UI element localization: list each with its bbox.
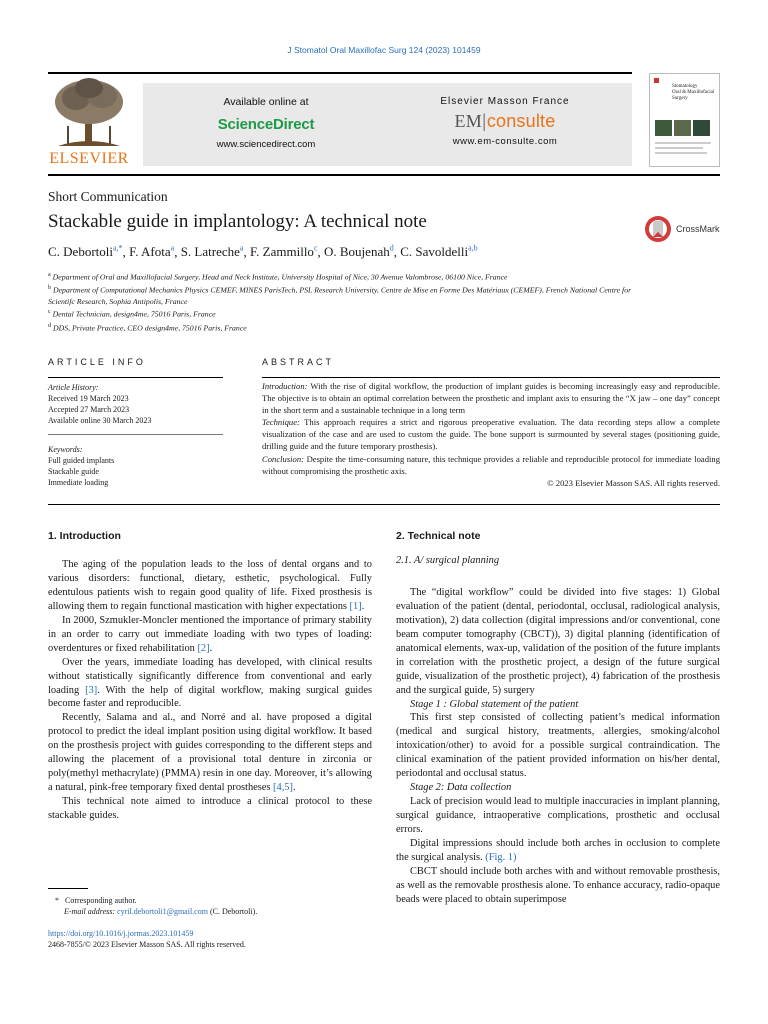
accepted-date: Accepted 27 March 2023 [48,405,130,414]
citation-link[interactable]: [4,5] [273,782,293,794]
issn-copyright: 2468-7855/© 2023 Elsevier Masson SAS. All rights reserved. [48,940,246,949]
body-paragraph: Lack of precision would lead to multiple inaccuracies in implant planning, surgical guidance, intraoperative complications, prosthetic and occlusal errors. [396,796,720,836]
elsevier-wordmark: ELSEVIER [49,150,129,167]
citation-link[interactable]: [2] [197,642,210,654]
em-logo-divider: | [481,111,487,131]
citation-link[interactable]: [3] [85,684,98,696]
technical-note-heading: 2. Technical note [396,530,481,542]
abstract-body [262,380,720,489]
author-affil-sup[interactable]: a,* [113,244,123,253]
body-paragraph: Digital impressions should include both arches in occlusion to complete the surgical analysis. (Fig. 1) [396,838,720,864]
introduction-section [48,530,372,823]
affiliations [48,270,638,334]
received-date: Received 19 March 2023 [48,394,129,403]
em-consulte-block[interactable] [420,96,590,147]
article-type: Short Communication [48,189,168,204]
doi-block [48,928,246,950]
crossmark-badge[interactable] [644,215,724,245]
footnote-rule [48,888,88,889]
abstract-technique: Technique: This approach requires a strict and rigorous preoperative evaluation. The data recording steps allow a complete visualization of the case and are used to custom the guide. The bone support is surmounted by several stages (positioning guide, drilling guide and the future temporary prosthesis). [262,417,720,452]
abstract-introduction: Introduction: With the rise of digital workflow, the production of implant guides is becoming increasingly easy and reproducible. The objective is to obtain an optimal correlation between the prosthetic and implant axis to ensuring the “X jaw – one day” concept in the short term and a sustainable technique in a long term [262,381,720,416]
stage-heading: Stage 2: Data collection [410,782,512,794]
keywords-label: Keywords: [48,445,83,454]
author-affil-sup[interactable]: a [239,244,244,253]
email-note: E-mail address: cyril.debortoli1@gmail.com (C. Debortoli). [64,907,258,916]
author[interactable]: F. Afota$^a$ [129,244,175,260]
cover-image-3 [693,120,710,136]
journal-cover-thumbnail[interactable] [649,73,720,167]
affiliation-item: $^c$ Dental Technician, design4me, 75016 Paris, France [48,309,216,319]
abstract-top-rule [262,377,720,378]
surgical-planning-subheading: 2.1. A/ surgical planning [396,554,500,566]
body-paragraph: This first step consisted of collecting patient’s medical information (medical and surgical history, treatments, allergies, smoking/alcohol intoxication/other) to avoid for a possible surgical contraindication. The clinical examination of the patient provided information on his/her dental, periodontal and occlusal status. [396,712,720,780]
body-paragraph: CBCT should include both arches with and without removable prosthesis, as well as the removable prosthesis alone. To enhance accuracy, radio-opaque beads were placed to obtain superimpose [396,865,720,905]
body-paragraph: In 2000, Szmukler-Moncler mentioned the importance of primary stability in an order to carry out immediate loading with two types of loading: overdentures or fixed rehabilitation [2]. [48,614,372,654]
header-top-rule [48,72,632,74]
em-publisher-text: Elsevier Masson France [440,96,570,107]
author-list: C. Debortoli$^{a,*}$, F. Afota$^a$, S. Latreche$^a$, F. Zammillo$^c$, O. Boujenah$^d$, C. Savoldelli$^{a,b}$ [48,244,478,260]
online-date: Available online 30 March 2023 [48,416,152,425]
technical-note-section [396,530,720,907]
email-link[interactable]: cyril.debortoli1@gmail.com [117,907,208,916]
keyword-item: Immediate loading [48,478,109,487]
abstract-copyright: © 2023 Elsevier Masson SAS. All rights reserved. [547,477,720,488]
keyword-item: Full guided implants [48,456,115,465]
figure-link[interactable]: (Fig. 1) [485,852,517,864]
corresponding-author-note: * Corresponding author. [55,896,137,905]
em-consulte-url[interactable]: www.em-consulte.com [452,136,558,147]
introduction-heading: 1. Introduction [48,530,121,542]
author-affil-sup[interactable]: a [170,244,175,253]
abstract-conclusion: Conclusion: Despite the time-consuming nature, this technique provides a reliable and reproducible protocol for immediate loading without compromising the prosthetic axis. [262,453,720,476]
em-logo-consulte: consulte [486,111,556,131]
citation-link[interactable]: [1] [349,600,362,612]
history-label: Article History: [48,383,99,392]
em-consulte-logo[interactable] [420,111,590,132]
author[interactable]: C. Savoldelli$^{a,b}$ [400,244,478,260]
cover-title-line2: Oral & Maxillofacial [672,90,715,95]
em-logo-em: EM [454,111,482,131]
body-paragraph: Over the years, immediate loading has developed, with clinical results without statistically significantly difference from conventional and early loading [3]. With the help of digital workflow, making surgical guides become faster and reproducible. [48,656,373,710]
body-paragraph: Recently, Salama and al., and Norré and al. have proposed a digital protocol to predict the ideal implant position using digital workflow. It based on the prosthesis project with guides corresponding to the different steps and allowing the placement of a provisional total denture in zirconia or poly(methyl methacrylate) (PMMA) resin in one day. Moreover, it’s allowing a natural, pink-free temporary fixed dental prostheses [4,5]. [48,712,372,794]
author[interactable]: F. Zammillo$^c$ [249,244,318,260]
abstract-bottom-rule [48,504,720,505]
article-info-heading: ARTICLE INFO [48,357,146,367]
cover-image-2 [674,120,691,136]
doi-link[interactable]: https://doi.org/10.1016/j.jormas.2023.101459 [48,929,194,938]
author[interactable]: S. Latreche$^a$ [180,244,244,260]
abstract-heading: ABSTRACT [262,357,335,367]
cover-title-line1: Stomatology [672,84,698,89]
article-info-rule [48,377,223,378]
article-info-column [48,382,223,488]
author[interactable]: C. Debortoli$^{a,*}$ [48,244,123,260]
affiliation-item: $^d$ DDS, Private Practice, CEO design4me, 75016 Paris, France [48,322,247,333]
available-online-text: Available online at [223,96,309,108]
body-paragraph: The “digital workflow” could be divided into five stages: 1) Global evaluation of the patient (dental, periodontal, occlusal, radiological analysis, motivation), 2) data collection (digital impressions and/or conventional, cone beam computer tomography (CBCT)), 3) digital planning (identification of anatomical elements, wax-up, validation of the position of the future implants in correlation with the prosthetic project, a design of the future surgical guide, visualization of the prosthetic project), 4) fabrication of the prosthesis and the surgical guide, 5) surgery [396,586,720,696]
cover-image-1 [655,120,672,136]
keyword-item: Stackable guide [48,467,99,476]
sciencedirect-logo[interactable]: ScienceDirect [217,116,315,133]
stage-heading: Stage 1 : Global statement of the patient [410,698,579,710]
author-affil-sup[interactable]: a,b [468,244,478,253]
cover-title-line3: Surgery [672,96,688,101]
crossmark-icon [644,215,672,243]
affiliation-item: $^b$ Department of Computational Mechanics Physics CEMEF, MINES ParisTech, PSL Research University, Centre de Mise en Forme Des Matériaux (CEMEF), French National Centre for Scientifc Research, Sophia Antipolis, France [48,285,632,306]
sciencedirect-url[interactable]: www.sciencedirect.com [216,139,316,150]
footnote [48,895,368,917]
sciencedirect-block[interactable] [186,96,346,150]
header-bottom-rule [48,174,720,176]
author-affil-sup[interactable]: d [389,244,394,253]
journal-reference[interactable]: J Stomatol Oral Maxillofac Surg 124 (2023) 101459 [287,45,481,55]
body-paragraph: This technical note aimed to introduce a clinical protocol to these stackable guides. [48,796,372,822]
body-paragraph: The aging of the population leads to the loss of dental organs and to various disorders: functional, dietary, esthetic, psychological. Fully edentulous patients wish to regain good quality of life. Fixed prosthesis is allowing them to regain functional mastication with higher expectations [1]. [48,558,372,612]
author[interactable]: O. Boujenah$^d$ [324,244,394,260]
article-title: Stackable guide in implantology: A technical note [48,211,427,232]
crossmark-label: CrossMark [676,224,720,234]
affiliation-item: $^a$ Department of Oral and Maxillofacial Surgery, Head and Neck Institute, University Hospital of Nice, 30 Avenue Valombrose, 06100 Nice, France [48,272,508,282]
author-affil-sup[interactable]: c [313,244,318,253]
